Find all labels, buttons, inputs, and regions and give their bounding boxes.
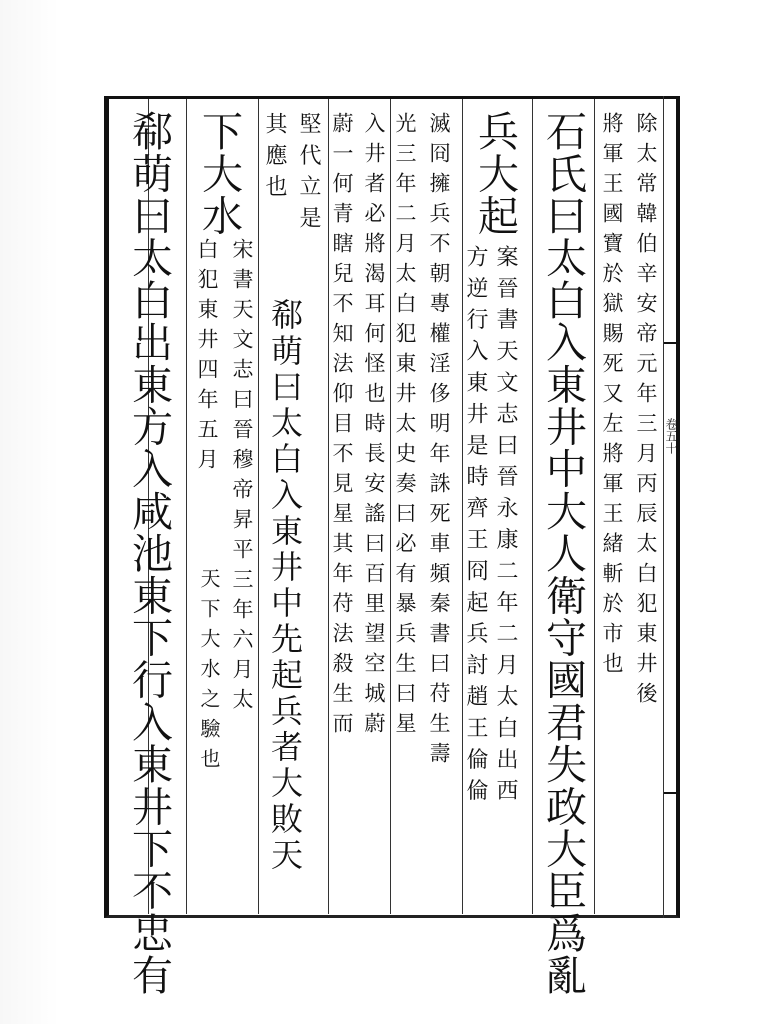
text-column-6: 滅冏擁兵不朝專權淫侈明年誅死車頻秦書曰苻生壽 <box>427 112 451 772</box>
text-column-4-note: 案晉書天文志曰晉永康二年二月太白出西 <box>493 245 518 811</box>
text-column-2: 將軍王國寶於獄賜死又左將軍王緒斬於市也 <box>600 112 624 682</box>
text-column-3: 石氏曰太白入東井中大人衛守國君失政大臣爲亂 <box>539 110 587 997</box>
margin-mark <box>664 342 677 344</box>
column-rule <box>328 99 329 914</box>
text-column-9: 蔚一何青瞎兒不知法仰目不見星其年苻法殺生而 <box>330 112 354 742</box>
column-rule <box>390 99 391 914</box>
margin-band <box>663 96 678 918</box>
text-column-14: 郗萌曰太白出東方入咸池東下行入東井下不忠有 <box>125 110 173 997</box>
text-column-1: 除太常韓伯辛安帝元年三月丙辰太白犯東井後 <box>634 112 658 712</box>
text-column-10-note: 堅代立是 <box>296 112 321 238</box>
text-column-7: 光三年二月太白犯東井太史奏曰必有暴兵生曰星 <box>393 112 417 742</box>
margin-mark <box>664 792 677 794</box>
text-column-13-note-b: 天下大水之驗也 <box>197 568 221 778</box>
text-column-11: 其應也 <box>262 112 287 207</box>
column-rule <box>532 99 533 914</box>
column-rule <box>258 99 259 914</box>
column-rule <box>186 99 187 914</box>
text-column-5: 方逆行入東井是時齊王冏起兵討趙王倫倫 <box>463 245 488 811</box>
text-column-8: 入井者必將渴耳何怪也時長安謠曰百里望空城蔚 <box>362 112 386 742</box>
text-column-12-main: 下大水 <box>195 110 243 237</box>
text-column-13-note: 白犯東井四年五月 <box>195 238 219 478</box>
text-column-12-note: 宋書天文志曰晉穆帝昇平三年六月太 <box>230 238 254 718</box>
column-rule <box>594 99 595 914</box>
volume-label: 卷五十 <box>664 418 678 454</box>
scan-shadow <box>0 0 60 1024</box>
text-column-10-main: 郗萌曰太白入東井中先起兵者大敗天 <box>266 298 304 874</box>
text-column-4-main: 兵大起 <box>471 110 519 237</box>
